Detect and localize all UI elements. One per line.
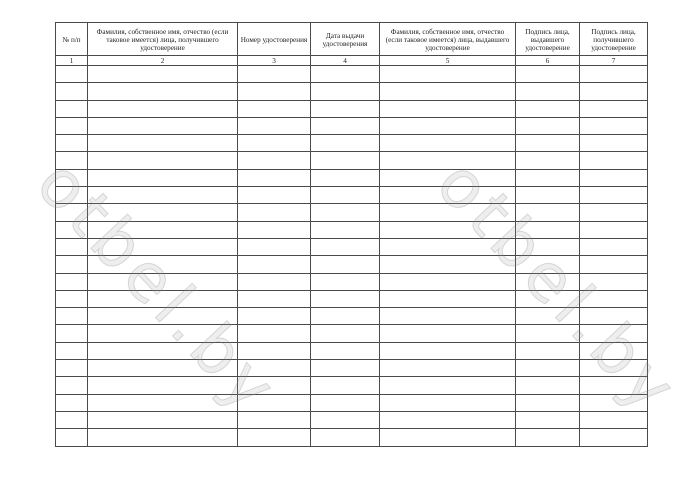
table-cell: [580, 152, 648, 169]
table-cell: [238, 290, 311, 307]
table-cell: [380, 221, 516, 238]
table-cell: [56, 429, 88, 446]
table-row: [56, 256, 648, 273]
table-cell: [88, 342, 238, 359]
table-cell: [311, 394, 380, 411]
table-cell: [380, 66, 516, 83]
table-cell: [580, 100, 648, 117]
table-cell: [56, 342, 88, 359]
table-cell: [88, 377, 238, 394]
table-cell: [56, 66, 88, 83]
table-row: [56, 429, 648, 446]
table-cell: [516, 256, 580, 273]
table-cell: [88, 83, 238, 100]
table-cell: [238, 221, 311, 238]
table-row: [56, 204, 648, 221]
table-cell: [380, 117, 516, 134]
table-cell: [516, 152, 580, 169]
table-cell: [516, 83, 580, 100]
table-cell: [380, 429, 516, 446]
table-cell: [516, 117, 580, 134]
table-cell: [56, 273, 88, 290]
table-cell: [580, 290, 648, 307]
table-cell: [238, 66, 311, 83]
table-cell: [238, 394, 311, 411]
table-cell: [580, 308, 648, 325]
table-cell: [311, 273, 380, 290]
table-cell: [580, 411, 648, 428]
column-number: 3: [238, 56, 311, 66]
table-cell: [56, 221, 88, 238]
table-cell: [516, 187, 580, 204]
table-cell: [88, 204, 238, 221]
table-cell: [88, 394, 238, 411]
table-cell: [56, 100, 88, 117]
table-cell: [56, 377, 88, 394]
table-cell: [516, 204, 580, 221]
table-cell: [516, 100, 580, 117]
table-cell: [56, 256, 88, 273]
table-cell: [311, 429, 380, 446]
table-row: [56, 221, 648, 238]
table-cell: [88, 325, 238, 342]
table-cell: [311, 204, 380, 221]
table-cell: [56, 325, 88, 342]
table-cell: [516, 238, 580, 255]
table-cell: [516, 66, 580, 83]
table-cell: [580, 273, 648, 290]
table-cell: [88, 152, 238, 169]
table-cell: [311, 325, 380, 342]
table-cell: [88, 187, 238, 204]
table-cell: [88, 66, 238, 83]
table-cell: [380, 273, 516, 290]
table-cell: [516, 394, 580, 411]
header-certificate-number: Номер удостоверения: [238, 23, 311, 56]
table-cell: [88, 429, 238, 446]
table-cell: [56, 83, 88, 100]
table-cell: [311, 308, 380, 325]
table-cell: [238, 256, 311, 273]
table-cell: [580, 83, 648, 100]
table-cell: [311, 117, 380, 134]
table-cell: [380, 100, 516, 117]
table-cell: [56, 204, 88, 221]
table-cell: [380, 360, 516, 377]
table-cell: [88, 273, 238, 290]
table-cell: [88, 238, 238, 255]
table-cell: [580, 325, 648, 342]
table-cell: [238, 360, 311, 377]
table-row: [56, 411, 648, 428]
table-cell: [380, 342, 516, 359]
table-cell: [580, 187, 648, 204]
table-cell: [516, 377, 580, 394]
table-cell: [56, 152, 88, 169]
table-header-row: [56, 23, 648, 56]
table-cell: [311, 100, 380, 117]
table-cell: [311, 221, 380, 238]
table-cell: [311, 66, 380, 83]
table-cell: [238, 411, 311, 428]
table-cell: [516, 429, 580, 446]
table-cell: [238, 204, 311, 221]
table-cell: [311, 342, 380, 359]
table-cell: [580, 221, 648, 238]
table-cell: [580, 429, 648, 446]
table-row: [56, 83, 648, 100]
table-cell: [516, 360, 580, 377]
header-row-number: № п/п: [56, 23, 88, 56]
table-row: [56, 342, 648, 359]
table-cell: [56, 308, 88, 325]
table-cell: [380, 290, 516, 307]
table-cell: [516, 135, 580, 152]
table-cell: [56, 169, 88, 186]
table-row: [56, 308, 648, 325]
table-cell: [311, 152, 380, 169]
table-row: [56, 394, 648, 411]
table-cell: [311, 377, 380, 394]
table-cell: [580, 238, 648, 255]
table-cell: [516, 342, 580, 359]
table-cell: [380, 325, 516, 342]
table-cell: [311, 238, 380, 255]
header-recipient-signature: Подпись лица, получившего удостоверение: [580, 23, 648, 56]
table-cell: [311, 169, 380, 186]
table-cell: [88, 411, 238, 428]
table-row: [56, 66, 648, 83]
table-row: [56, 290, 648, 307]
column-number: 2: [88, 56, 238, 66]
table-row: [56, 169, 648, 186]
table-cell: [380, 83, 516, 100]
table-cell: [580, 66, 648, 83]
table-row: [56, 135, 648, 152]
table-row: [56, 325, 648, 342]
table-cell: [311, 290, 380, 307]
table-cell: [380, 377, 516, 394]
table-cell: [311, 83, 380, 100]
table-cell: [238, 273, 311, 290]
table-cell: [380, 152, 516, 169]
table-row: [56, 187, 648, 204]
table-row: [56, 377, 648, 394]
table-cell: [380, 135, 516, 152]
table-cell: [380, 256, 516, 273]
table-cell: [88, 360, 238, 377]
table-cell: [56, 187, 88, 204]
table-cell: [580, 360, 648, 377]
table-cell: [516, 290, 580, 307]
table-cell: [380, 187, 516, 204]
header-issuer-signature: Подпись лица, выдавшего удостоверение: [516, 23, 580, 56]
column-number: 1: [56, 56, 88, 66]
certificate-register-table: [55, 22, 648, 447]
table-cell: [516, 169, 580, 186]
table-row: [56, 152, 648, 169]
table-row: [56, 117, 648, 134]
table-cell: [380, 238, 516, 255]
column-number-row: [56, 56, 648, 66]
table-row: [56, 360, 648, 377]
table-cell: [516, 325, 580, 342]
table-cell: [380, 204, 516, 221]
table-cell: [88, 117, 238, 134]
table-cell: [238, 187, 311, 204]
table-cell: [56, 135, 88, 152]
table-cell: [238, 117, 311, 134]
table-row: [56, 238, 648, 255]
table-cell: [516, 308, 580, 325]
table-cell: [238, 342, 311, 359]
header-issuer-name: Фамилия, собственное имя, отчество (если таковое имеется) лица, выдавшего удостоверение: [380, 23, 516, 56]
watermark-text: otbel.by: [21, 145, 295, 430]
table-cell: [238, 152, 311, 169]
table-cell: [580, 117, 648, 134]
table-cell: [311, 411, 380, 428]
table-cell: [580, 256, 648, 273]
table-cell: [56, 238, 88, 255]
table-cell: [580, 377, 648, 394]
table-cell: [56, 360, 88, 377]
table-cell: [238, 377, 311, 394]
table-cell: [516, 411, 580, 428]
table-cell: [88, 290, 238, 307]
watermark-text: otbel.by: [421, 145, 695, 430]
table-cell: [88, 256, 238, 273]
table-cell: [580, 135, 648, 152]
header-recipient-name: Фамилия, собственное имя, отчество (если таковое имеется) лица, получившего удостоверение: [88, 23, 238, 56]
table-cell: [311, 360, 380, 377]
table-cell: [238, 135, 311, 152]
column-number: 6: [516, 56, 580, 66]
table-row: [56, 273, 648, 290]
column-number: 5: [380, 56, 516, 66]
table-cell: [380, 169, 516, 186]
table-cell: [516, 273, 580, 290]
column-number: 4: [311, 56, 380, 66]
table-cell: [380, 308, 516, 325]
table-cell: [580, 342, 648, 359]
table-cell: [238, 429, 311, 446]
table-cell: [88, 135, 238, 152]
table-cell: [580, 394, 648, 411]
table-cell: [56, 117, 88, 134]
table-cell: [238, 325, 311, 342]
table-cell: [311, 135, 380, 152]
header-issue-date: Дата выдачи удостоверения: [311, 23, 380, 56]
table-cell: [56, 411, 88, 428]
table-cell: [88, 100, 238, 117]
table-cell: [380, 394, 516, 411]
table-cell: [516, 221, 580, 238]
table-cell: [380, 411, 516, 428]
table-cell: [580, 204, 648, 221]
table-cell: [238, 83, 311, 100]
table-cell: [238, 100, 311, 117]
table-cell: [88, 308, 238, 325]
table-cell: [56, 290, 88, 307]
table-cell: [580, 169, 648, 186]
table-cell: [238, 238, 311, 255]
table-cell: [88, 221, 238, 238]
table-cell: [56, 394, 88, 411]
table-cell: [88, 169, 238, 186]
table-cell: [238, 308, 311, 325]
table-cell: [311, 187, 380, 204]
table-cell: [238, 169, 311, 186]
column-number: 7: [580, 56, 648, 66]
table-cell: [311, 256, 380, 273]
table-row: [56, 100, 648, 117]
